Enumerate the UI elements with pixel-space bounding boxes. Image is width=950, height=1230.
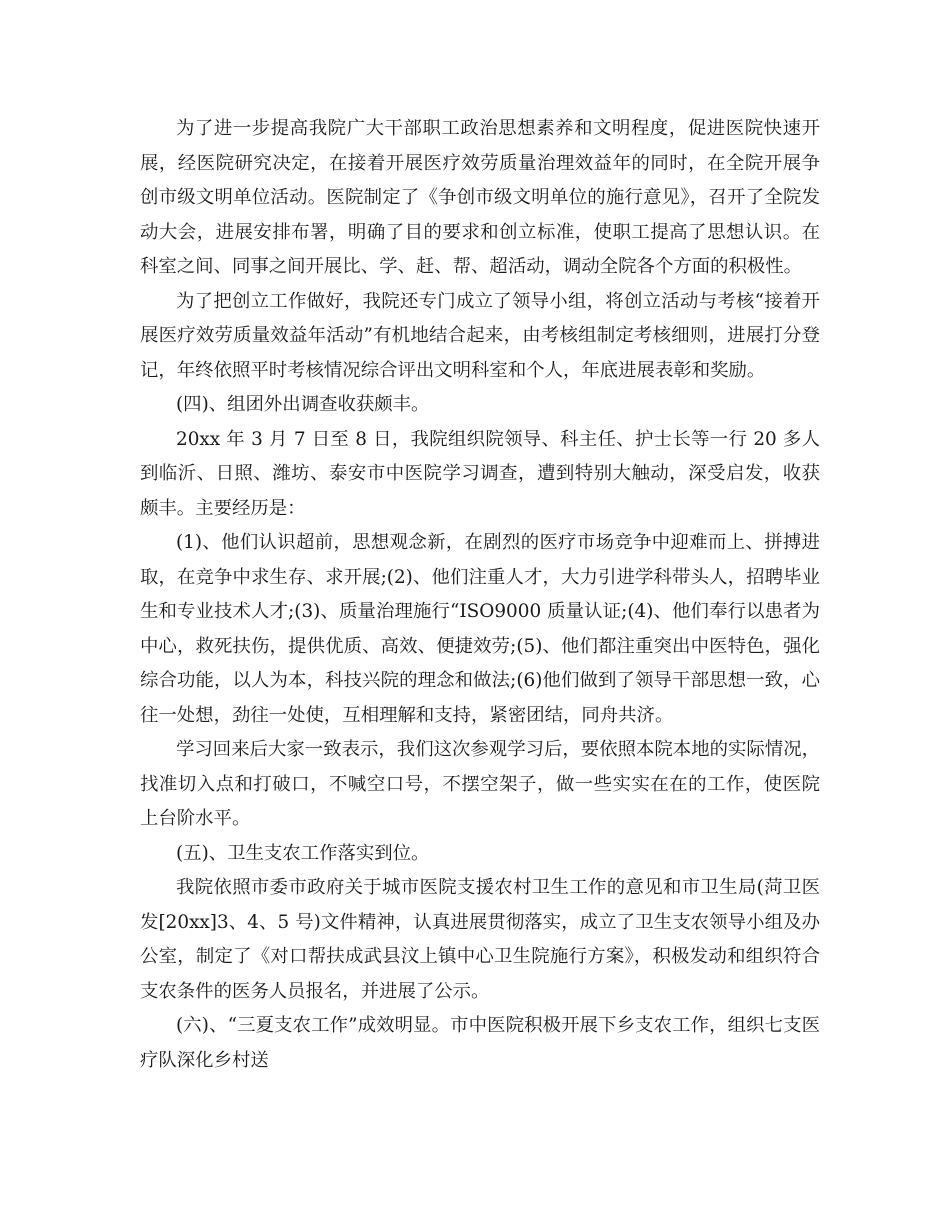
paragraph-study-trip: 20xx 年 3 月 7 日至 8 日，我院组织院领导、科主任、护士长等一行 20 多人到临沂、日照、潍坊、泰安市中医院学习调查，遭到特别大触动，深受启发，收获颇丰。主要经历是： [140, 428, 820, 519]
paragraph-experience-list: (1)、他们认识超前，思想观念新，在剧烈的医疗市场竞争中迎难而上、拼搏进取，在竞争中求生存、求开展;(2)、他们注重人才，大力引进学科带头人，招聘毕业生和专业技术人才;(3)、质量治理施行“ISO9000 质量认证;(4)、他们奉行以患者为中心，救死扶伤，提供优质、高效、便捷效劳;(5)、他们都注重突出中医特色，强化综合功能，以人为本，科技兴院的理念和做法;(6)他们做到了领导干部思想一致，心往一处想，劲往一处使，互相理解和支持，紧密团结，同舟共济。 [140, 532, 820, 726]
paragraph-civilized-unit-campaign: 为了进一步提高我院广大干部职工政治思想素养和文明程度，促进医院快速开展，经医院研究决定，在接着开展医疗效劳质量治理效益年的同时，在全院开展争创市级文明单位活动。医院制定了《争创市级文明单位的施行意见》，召开了全院发动大会，进展安排布署，明确了目的要求和创立标准，使职工提高了思想认识。在科室之间、同事之间开展比、学、赶、帮、超活动，调动全院各个方面的积极性。 [140, 118, 820, 277]
document-body [140, 112, 820, 1078]
paragraph-after-study: 学习回来后大家一致表示，我们这次参观学习后，要依照本院本地的实际情况，找准切入点和打破口，不喊空口号，不摆空架子，做一些实实在在的工作，使医院上台阶水平。 [140, 739, 820, 829]
paragraph-leadership-group: 为了把创立工作做好，我院还专门成立了领导小组，将创立活动与考核“接着开展医疗效劳质量效益年活动”有机地结合起来，由考核组制定考核细则，进展打分登记，年终依照平时考核情况综合评出文明科室和个人，年底进展表彰和奖励。 [140, 290, 820, 381]
heading-section-five: (五)、卫生支农工作落实到位。 [176, 842, 430, 864]
paragraph-summer-support: (六)、“三夏支农工作”成效明显。市中医院积极开展下乡支农工作，组织七支医疗队深化乡村送 [140, 1015, 820, 1071]
paragraph-rural-support: 我院依照市委市政府关于城市医院支援农村卫生工作的意见和市卫生局(菏卫医发[20xx]3、4、5 号)文件精神，认真进展贯彻落实，成立了卫生支农领导小组及办公室，制定了《对口帮扶成武县汶上镇中心卫生院施行方案》，积极发动和组织符合支农条件的医务人员报名，并进展了公示。 [140, 877, 820, 1002]
heading-section-four: (四)、组团外出调查收获颇丰。 [176, 394, 430, 415]
